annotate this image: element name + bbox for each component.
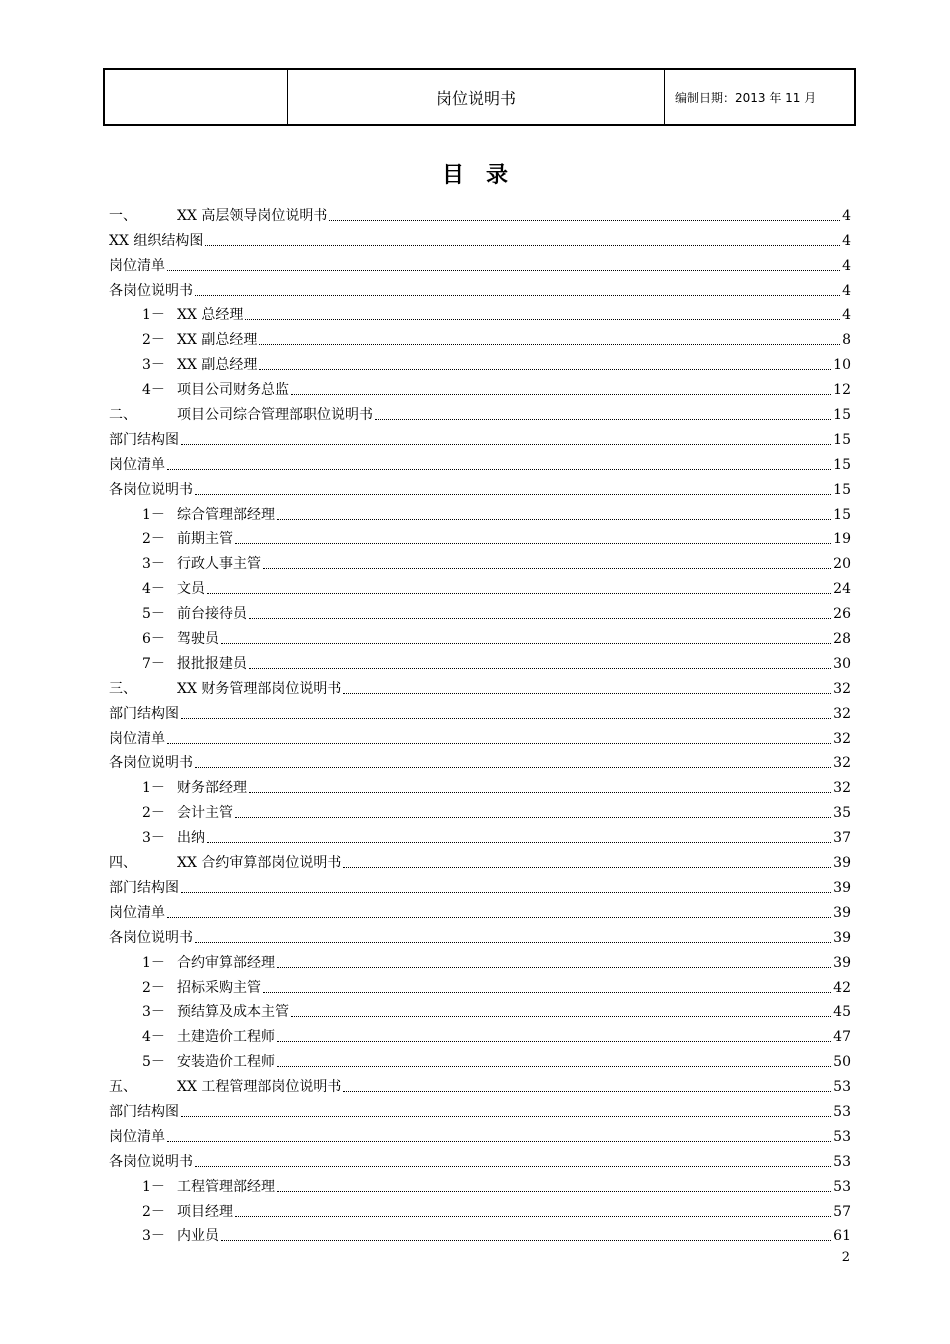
toc-dot-leader (167, 743, 831, 744)
toc-entry-page: 39 (833, 929, 851, 946)
toc-entry-label: 各岗位说明书 (109, 282, 193, 299)
toc-entry-page: 15 (833, 506, 851, 523)
toc-entry[interactable] (109, 698, 851, 723)
header-title: 岗位说明书 (288, 70, 665, 124)
toc-entry[interactable] (109, 748, 851, 773)
toc-entry[interactable] (109, 1146, 851, 1171)
toc-entry-label: 内业员 (177, 1228, 219, 1245)
toc-entry-page: 50 (833, 1054, 851, 1071)
toc-entry-label: 土建造价工程师 (177, 1029, 275, 1046)
toc-entry-page: 53 (833, 1128, 851, 1145)
toc-entry-page: 10 (833, 357, 851, 374)
header-table (103, 68, 856, 126)
toc-dot-leader (235, 817, 831, 818)
toc-entry-label: 预结算及成本主管 (177, 1004, 289, 1021)
toc-entry-page: 24 (833, 581, 851, 598)
toc-dot-leader (195, 1166, 831, 1167)
toc-entry[interactable] (109, 349, 851, 374)
toc-entry-label: 岗位清单 (109, 257, 165, 274)
toc-dot-leader (249, 618, 831, 619)
toc-entry[interactable] (109, 225, 851, 250)
toc-entry[interactable] (109, 250, 851, 275)
toc-entry-label: 岗位清单 (109, 904, 165, 921)
toc-entry-label: XX 工程管理部岗位说明书 (177, 1079, 342, 1096)
toc-dot-leader (291, 1016, 831, 1017)
toc-entry[interactable] (109, 997, 851, 1022)
toc-entry-number: 1－ (142, 780, 165, 797)
toc-dot-leader (277, 1041, 831, 1042)
toc-dot-leader (235, 1216, 831, 1217)
toc-entry[interactable] (109, 847, 851, 872)
toc-entry-label: 部门结构图 (109, 705, 179, 722)
toc-entry-label: XX 高层领导岗位说明书 (177, 207, 328, 224)
toc-entry-label: 各岗位说明书 (109, 1153, 193, 1170)
toc-entry-page: 4 (842, 207, 851, 224)
toc-dot-leader (195, 942, 831, 943)
toc-entry-label: 合约审算部经理 (177, 954, 275, 971)
toc-entry[interactable] (109, 598, 851, 623)
toc-entry-label: XX 副总经理 (177, 332, 258, 349)
toc-entry-page: 32 (833, 730, 851, 747)
toc-entry-number: 一、 (109, 207, 137, 224)
toc-dot-leader (167, 917, 831, 918)
toc-entry[interactable] (109, 972, 851, 997)
toc-entry-page: 4 (842, 307, 851, 324)
toc-dot-leader (181, 892, 831, 893)
toc-entry-number: 3－ (142, 830, 165, 847)
toc-entry[interactable] (109, 648, 851, 673)
toc-entry-label: 岗位清单 (109, 456, 165, 473)
toc-entry-label: 安装造价工程师 (177, 1054, 275, 1071)
toc-entry-label: 财务部经理 (177, 780, 247, 797)
toc-entry-number: 1－ (142, 1178, 165, 1195)
toc-entry-number: 3－ (142, 556, 165, 573)
toc-entry-page: 15 (833, 481, 851, 498)
toc-entry-label: 各岗位说明书 (109, 755, 193, 772)
header-logo-cell (105, 70, 288, 124)
toc-dot-leader (249, 792, 831, 793)
toc-entry-label: 文员 (177, 581, 205, 598)
toc-entry[interactable] (109, 822, 851, 847)
toc-entry-page: 28 (833, 631, 851, 648)
toc-entry-label: 招标采购主管 (177, 979, 261, 996)
toc-entry-page: 4 (842, 232, 851, 249)
toc-entry-number: 5－ (142, 1054, 165, 1071)
toc-dot-leader (277, 519, 831, 520)
toc-entry-number: 6－ (142, 631, 165, 648)
toc-entry-number: 4－ (142, 1029, 165, 1046)
toc-entry-page: 4 (842, 282, 851, 299)
toc-entry-page: 19 (833, 531, 851, 548)
toc-entry[interactable] (109, 374, 851, 399)
toc-entry-label: 驾驶员 (177, 631, 219, 648)
toc-entry-number: 3－ (142, 357, 165, 374)
toc-entry[interactable] (109, 1096, 851, 1121)
toc-entry[interactable] (109, 1046, 851, 1071)
toc-entry[interactable] (109, 524, 851, 549)
toc-entry-number: 2－ (142, 805, 165, 822)
toc-entry-label: XX 总经理 (177, 307, 244, 324)
toc-entry-page: 30 (833, 655, 851, 672)
toc-entry-page: 61 (833, 1228, 851, 1245)
toc-entry-label: XX 组织结构图 (109, 232, 204, 249)
toc-dot-leader (277, 1191, 831, 1192)
toc-entry-page: 12 (833, 382, 851, 399)
toc-dot-leader (329, 220, 840, 221)
toc-dot-leader (167, 270, 840, 271)
toc-entry[interactable] (109, 772, 851, 797)
toc-entry-label: 综合管理部经理 (177, 506, 275, 523)
toc-dot-leader (263, 568, 831, 569)
toc-entry[interactable] (109, 300, 851, 325)
toc-dot-leader (181, 444, 831, 445)
toc-entry-number: 1－ (142, 506, 165, 523)
toc-entry-page: 32 (833, 680, 851, 697)
page-number: 2 (841, 1250, 850, 1265)
toc-dot-leader (343, 693, 831, 694)
toc-dot-leader (249, 668, 831, 669)
toc-dot-leader (277, 967, 831, 968)
toc-entry-page: 20 (833, 556, 851, 573)
toc-entry[interactable] (109, 499, 851, 524)
toc-entry-number: 3－ (142, 1004, 165, 1021)
toc-entry-label: 项目经理 (177, 1203, 233, 1220)
toc-entry[interactable] (109, 797, 851, 822)
toc-entry-number: 四、 (109, 855, 137, 872)
toc-dot-leader (221, 643, 831, 644)
toc-entry-page: 45 (833, 1004, 851, 1021)
toc-entry-page: 57 (833, 1203, 851, 1220)
toc-dot-leader (195, 295, 840, 296)
toc-entry[interactable] (109, 200, 851, 225)
toc-entry-page: 37 (833, 830, 851, 847)
toc-dot-leader (277, 1066, 831, 1067)
toc-entry[interactable] (109, 1221, 851, 1246)
toc-dot-leader (221, 1240, 831, 1241)
toc-entry-number: 五、 (109, 1079, 137, 1096)
toc-entry-label: 工程管理部经理 (177, 1178, 275, 1195)
toc-entry-page: 47 (833, 1029, 851, 1046)
toc-entry-label: 前台接待员 (177, 606, 247, 623)
toc-dot-leader (263, 992, 831, 993)
toc-entry[interactable] (109, 275, 851, 300)
toc-entry-number: 2－ (142, 1203, 165, 1220)
toc-entry[interactable] (109, 1171, 851, 1196)
toc-entry[interactable] (109, 947, 851, 972)
toc-entry-page: 32 (833, 780, 851, 797)
toc-dot-leader (207, 593, 831, 594)
toc-entry-page: 15 (833, 456, 851, 473)
toc-dot-leader (167, 1141, 831, 1142)
toc-entry-page: 39 (833, 904, 851, 921)
toc-entry-number: 1－ (142, 307, 165, 324)
toc-entry-page: 53 (833, 1178, 851, 1195)
toc-entry[interactable] (109, 1021, 851, 1046)
toc-entry[interactable] (109, 324, 851, 349)
toc-entry-number: 二、 (109, 407, 137, 424)
toc-entry-label: XX 合约审算部岗位说明书 (177, 855, 342, 872)
toc-dot-leader (235, 543, 831, 544)
toc-dot-leader (259, 369, 831, 370)
toc-dot-leader (205, 245, 840, 246)
toc-dot-leader (291, 394, 831, 395)
toc-entry[interactable] (109, 1071, 851, 1096)
toc-entry-label: 报批报建员 (177, 655, 247, 672)
toc-entry-label: 行政人事主管 (177, 556, 261, 573)
toc-entry[interactable] (109, 1121, 851, 1146)
table-of-contents (109, 200, 851, 1245)
toc-entry-label: XX 财务管理部岗位说明书 (177, 680, 342, 697)
toc-entry-number: 2－ (142, 332, 165, 349)
toc-entry-label: 部门结构图 (109, 879, 179, 896)
toc-entry-number: 三、 (109, 680, 137, 697)
toc-entry[interactable] (109, 548, 851, 573)
toc-entry-label: 岗位清单 (109, 730, 165, 747)
toc-entry-page: 39 (833, 855, 851, 872)
toc-entry-page: 53 (833, 1153, 851, 1170)
toc-dot-leader (195, 767, 831, 768)
toc-entry[interactable] (109, 573, 851, 598)
toc-entry-label: 各岗位说明书 (109, 929, 193, 946)
toc-dot-leader (343, 1091, 831, 1092)
toc-entry-page: 53 (833, 1079, 851, 1096)
toc-entry-label: 岗位清单 (109, 1128, 165, 1145)
toc-entry-label: 前期主管 (177, 531, 233, 548)
toc-entry-number: 5－ (142, 606, 165, 623)
toc-entry-number: 3－ (142, 1228, 165, 1245)
toc-dot-leader (245, 319, 840, 320)
toc-entry-page: 39 (833, 879, 851, 896)
toc-entry[interactable] (109, 673, 851, 698)
toc-dot-leader (207, 842, 831, 843)
toc-dot-leader (167, 469, 831, 470)
toc-entry-page: 4 (842, 257, 851, 274)
toc-entry-page: 15 (833, 407, 851, 424)
toc-dot-leader (259, 344, 840, 345)
toc-entry-number: 2－ (142, 531, 165, 548)
toc-entry-number: 7－ (142, 655, 165, 672)
toc-entry-number: 2－ (142, 979, 165, 996)
toc-entry[interactable] (109, 922, 851, 947)
toc-entry-label: XX 副总经理 (177, 357, 258, 374)
toc-entry-page: 42 (833, 979, 851, 996)
toc-entry-page: 32 (833, 705, 851, 722)
toc-entry-label: 各岗位说明书 (109, 481, 193, 498)
toc-entry[interactable] (109, 623, 851, 648)
toc-entry[interactable] (109, 449, 851, 474)
toc-entry-label: 项目公司财务总监 (177, 382, 289, 399)
toc-entry[interactable] (109, 474, 851, 499)
toc-entry[interactable] (109, 1196, 851, 1221)
toc-entry-page: 32 (833, 755, 851, 772)
toc-entry[interactable] (109, 424, 851, 449)
toc-entry-page: 39 (833, 954, 851, 971)
toc-entry-page: 8 (842, 332, 851, 349)
toc-entry[interactable] (109, 723, 851, 748)
toc-dot-leader (195, 494, 831, 495)
toc-title: 目录 (441, 163, 530, 188)
header-date: 编制日期：2013 年 11 月 (675, 90, 817, 105)
toc-entry-label: 会计主管 (177, 805, 233, 822)
toc-entry-page: 15 (833, 431, 851, 448)
toc-entry-number: 4－ (142, 382, 165, 399)
toc-dot-leader (375, 419, 831, 420)
toc-entry-page: 53 (833, 1103, 851, 1120)
toc-dot-leader (343, 867, 831, 868)
toc-entry-page: 26 (833, 606, 851, 623)
toc-entry-label: 部门结构图 (109, 1103, 179, 1120)
toc-entry[interactable] (109, 897, 851, 922)
toc-entry-label: 项目公司综合管理部职位说明书 (177, 407, 373, 424)
toc-entry-label: 出纳 (177, 830, 205, 847)
toc-entry[interactable] (109, 872, 851, 897)
toc-entry-number: 4－ (142, 581, 165, 598)
toc-entry-label: 部门结构图 (109, 431, 179, 448)
toc-entry-page: 35 (833, 805, 851, 822)
toc-entry-number: 1－ (142, 954, 165, 971)
toc-dot-leader (181, 718, 831, 719)
toc-entry[interactable] (109, 399, 851, 424)
toc-dot-leader (181, 1116, 831, 1117)
